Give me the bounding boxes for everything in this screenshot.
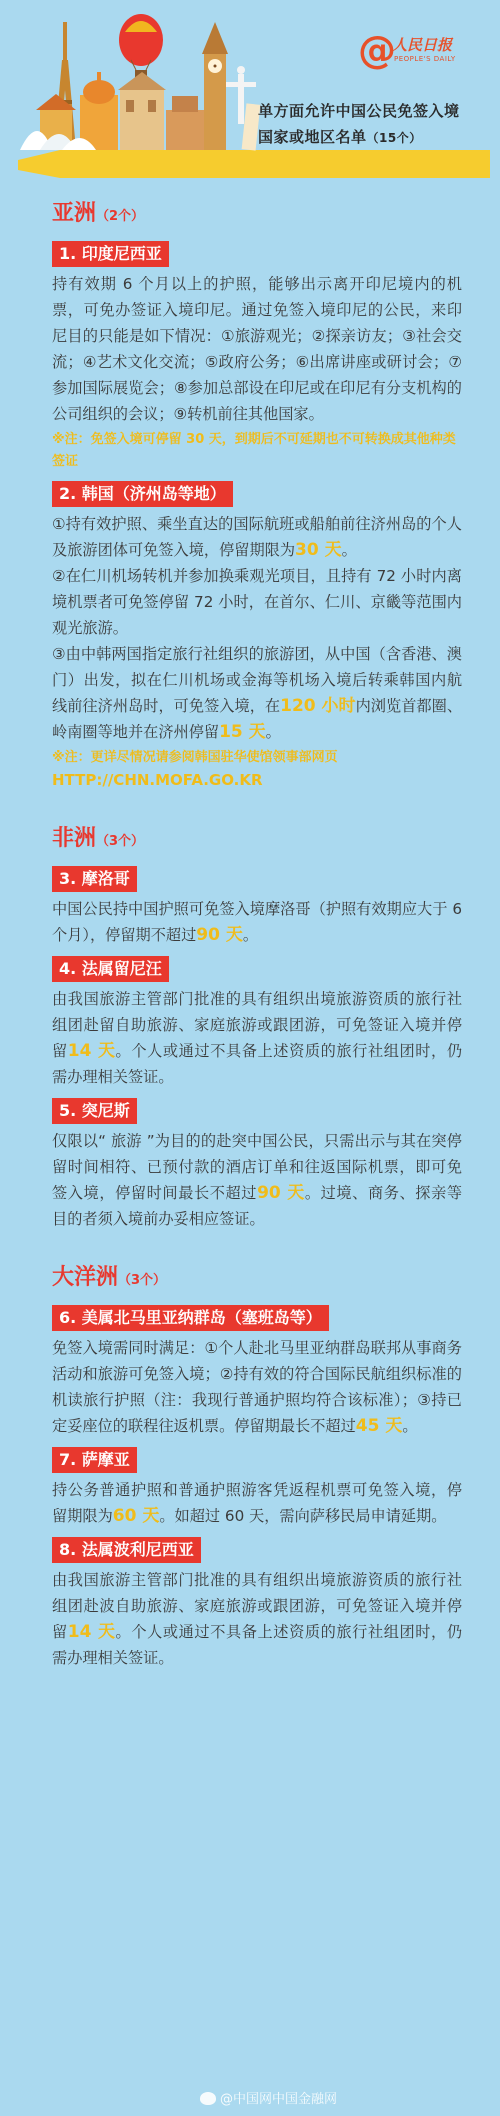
item-note-korea: ※注：更详尽情况请参阅韩国驻华使馆领事部网页 HTTP://CHN.MOFA.GO.KR: [52, 750, 338, 789]
item-note-indonesia: ※注：免签入境可停留 30 天，到期后不可延期也不可转换成其他种类签证: [52, 432, 456, 469]
page-title-line1: 单方面允许中国公民免签入境: [258, 102, 460, 120]
region-heading-africa: 非洲（3个）: [52, 826, 145, 851]
item-body-korea-1: ①持有效护照、乘坐直达的国际航班或船舶前往济州岛的个人及旅游团体可免签入境，停留期限为30 天。: [52, 515, 462, 560]
region-heading-oceania: 大洋洲（3个）: [52, 1265, 167, 1290]
item-body-reunion: 由我国旅游主管部门批准的具有组织出境旅游资质的旅行社组团赴留自助旅游、家庭旅游或跟团游，可免签证入境并停留14 天。个人或通过不具备上述资质的旅行社组团时，仍需办理相关签证。: [52, 990, 463, 1086]
title-count: （15个）: [366, 131, 422, 145]
item-heading-french-polynesia: 8. 法属波利尼西亚: [52, 1537, 201, 1563]
item-body-korea-3: ③由中韩两国指定旅行社组织的旅游团，从中国（含香港、澳门）出发，拟在仁川机场或金海等机场入境后转乘韩国内航线前往济州岛时，可免签入境，在120 小时内浏览首都圈、岭南圈等地并在济州停留15 天。: [52, 645, 463, 742]
item-heading-indonesia: 1. 印度尼西亚: [52, 241, 169, 267]
item-body-tunisia: 仅限以“ 旅游 ”为目的的赴突中国公民，只需出示与其在突停留时间相符、已预付款的酒店订单和往返国际机票，即可免签入境，停留时间最长不超过90 天。过境、商务、探亲等目的者须入境前办妥相应签证。: [52, 1132, 463, 1228]
item-heading-reunion: 4. 法属留尼汪: [52, 956, 169, 982]
korea-embassy-url: HTTP://CHN.MOFA.GO.KR: [52, 771, 263, 789]
item-body-samoa: 持公务普通护照和普通护照游客凭返程机票可免签入境，停留期限为60 天。如超过 60 天，需向萨移民局申请延期。: [52, 1481, 462, 1526]
item-heading-samoa: 7. 萨摩亚: [52, 1447, 137, 1473]
landmarks-illustration: [0, 0, 500, 190]
item-body-northern-mariana: 免签入境需同时满足：①个人赴北马里亚纳群岛联邦从事商务活动和旅游可免签入境；②持有效的符合国际民航组织标准的机读旅行护照（注：我现行普通护照均符合该标准）；③持已定妥座位的联程往返机票。停留期最长不超过45 天。: [52, 1339, 462, 1436]
item-heading-northern-mariana: 6. 美属北马里亚纳群岛（塞班岛等）: [52, 1305, 329, 1331]
weibo-watermark: @中国网中国金融网: [200, 2088, 337, 2107]
item-body-indonesia: 持有效期 6 个月以上的护照，能够出示离开印尼境内的机票，可免办签证入境印尼。通过免签入境印尼的公民，来印尼目的只能是如下情况：①旅游观光；②探亲访友；③社会交流；④艺术文化交流；⑤政府公务；⑥出席讲座或研讨会；⑦参加国际展览会；⑧参加总部设在印尼或在印尼有分支机构的公司组织的会议；⑨转机前往其他国家。: [52, 275, 462, 423]
region-heading-asia: 亚洲（2个）: [52, 201, 145, 226]
item-heading-morocco: 3. 摩洛哥: [52, 866, 137, 892]
item-body-korea-2: ②在仁川机场转机并参加换乘观光项目，且持有 72 小时内离境机票者可免签停留 72 小时，在首尔、仁川、京畿等范围内观光旅游。: [52, 567, 462, 637]
page-title-line2: 国家或地区名单（15个）: [258, 128, 422, 146]
item-body-morocco: 中国公民持中国护照可免签入境摩洛哥（护照有效期应大于 6 个月），停留期不超过90 天。: [52, 900, 462, 945]
weibo-icon: [200, 2092, 216, 2105]
header: [0, 0, 500, 190]
main-content: [52, 200, 462, 1671]
item-heading-tunisia: 5. 突尼斯: [52, 1098, 137, 1124]
people-daily-logo: @ 人民日报 PEOPLE'S DAILY: [358, 28, 456, 72]
item-body-french-polynesia: 由我国旅游主管部门批准的具有组织出境旅游资质的旅行社组团赴波自助旅游、家庭旅游或跟团游，可免签证入境并停留14 天。个人或通过不具备上述资质的旅行社组团时，仍需办理相关签证。: [52, 1571, 463, 1667]
item-heading-korea: 2. 韩国（济州岛等地）: [52, 481, 233, 507]
